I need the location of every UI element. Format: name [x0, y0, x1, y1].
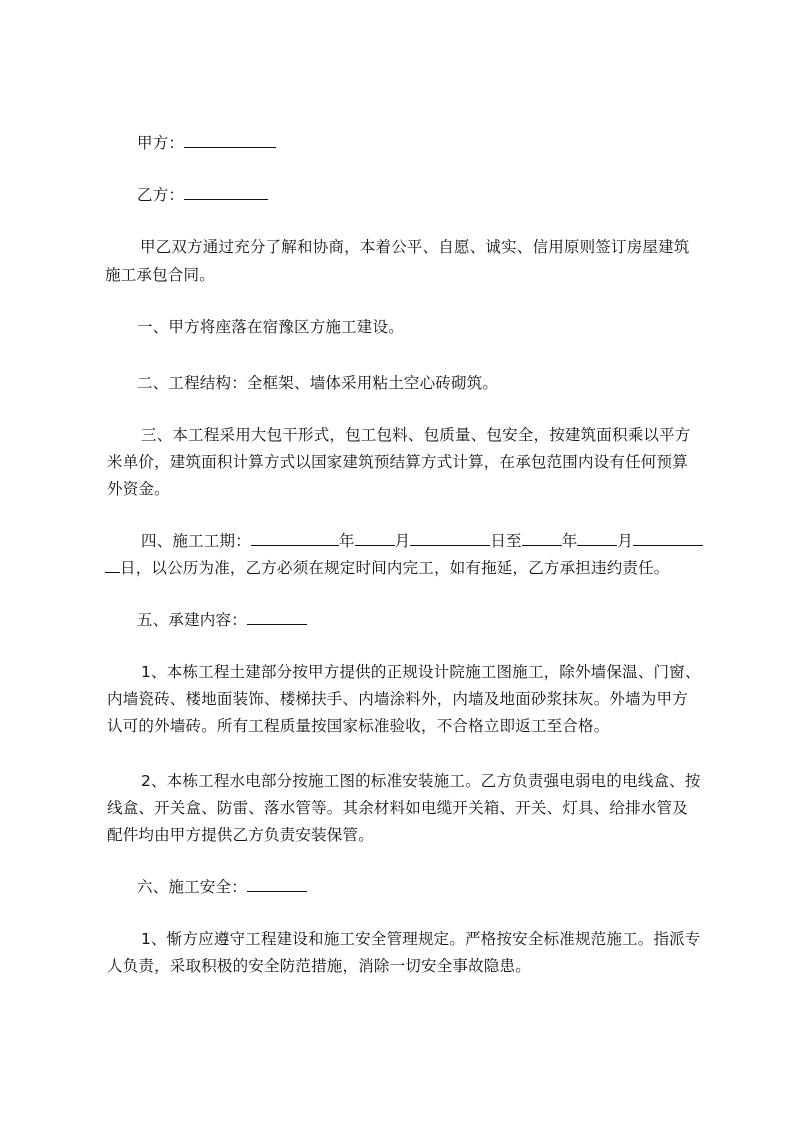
clause-3-line-1: 三、本工程采用大包干形式，包工包料、包质量、包安全，按建筑面积乘以平方 [141, 426, 691, 444]
month-blank-1 [355, 531, 395, 546]
party-b-blank [184, 185, 268, 200]
day-blank-2a [633, 531, 703, 546]
party-a-label: 甲方： [137, 134, 185, 152]
month-label-1: 月 [394, 532, 411, 550]
party-a-line [137, 133, 276, 153]
party-b-label: 乙方： [137, 186, 185, 204]
clause-3-line-2: 米单价，建筑面积计算方式以国家建筑预结算方式计算，在承包范围内设有任何预算 [107, 453, 688, 471]
clause-5-item-1-line-3: 认可的外墙砖。所有工程质量按国家标准验收，不合格立即返工至合格。 [107, 717, 610, 735]
clause-2: 二、工程结构：全框架、墙体采用粘土空心砖砌筑。 [137, 374, 499, 392]
year-blank-1 [251, 531, 339, 546]
clause-5-item-2-line-2: 线盒、开关盒、防雷、落水管等。其余材料如电缆开关箱、开关、灯具、给排水管及 [107, 799, 688, 817]
clause-5-blank [247, 610, 307, 625]
clause-6-item-1-line-2: 人负责，采取积极的安全防范措施，消除一切安全事故隐患。 [107, 957, 531, 975]
clause-4-line-2 [105, 558, 670, 578]
clause-5-title: 五、承建内容： [137, 611, 247, 629]
clause-5-item-1-line-2: 内墙瓷砖、楼地面装饰、楼梯扶手、内墙涂料外，内墙及地面砂浆抹灰。外墙为甲方 [107, 690, 688, 708]
year-label-1: 年 [338, 532, 355, 550]
clause-6-title: 六、施工安全： [137, 878, 247, 896]
clause-4-line-2-text: 日，以公历为准，乙方必须在规定时间内完工，如有拖延，乙方承担违约责任。 [120, 559, 670, 577]
year-blank-2 [522, 531, 562, 546]
clause-5-item-2-line-3: 配件均由甲方提供乙方负责安装保管。 [107, 826, 374, 844]
clause-4-prefix: 四、施工工期： [141, 532, 251, 550]
intro-line-2: 施工承包合同。 [105, 266, 215, 284]
intro-line-1: 甲乙双方通过充分了解和协商，本着公平、自愿、诚实、信用原则签订房屋建筑 [140, 238, 690, 256]
day-to-label: 日至 [490, 532, 522, 550]
day-blank-1 [410, 531, 490, 546]
clause-5-item-2-line-1: 2、本栋工程水电部分按施工图的标准安装施工。乙方负责强电弱电的电线盒、按 [141, 772, 701, 790]
clause-1: 一、甲方将座落在宿豫区方施工建设。 [137, 318, 404, 336]
party-a-blank [184, 133, 276, 148]
party-b-line [137, 185, 268, 205]
clause-4-line-1 [141, 531, 703, 551]
clause-3-line-3: 外资金。 [107, 480, 170, 498]
day-blank-2b [105, 558, 120, 573]
month-blank-2 [577, 531, 617, 546]
month-label-2: 月 [617, 532, 634, 550]
clause-6-title-line [137, 877, 307, 897]
clause-6-item-1-line-1: 1、惭方应遵守工程建设和施工安全管理规定。严格按安全标准规范施工。指派专 [141, 930, 701, 948]
clause-5-item-1-line-1: 1、本栋工程土建部分按甲方提供的正规设计院施工图施工，除外墙保温、门窗、 [141, 663, 701, 681]
clause-5-title-line [137, 610, 307, 630]
clause-6-blank [247, 877, 307, 892]
year-label-2: 年 [561, 532, 578, 550]
